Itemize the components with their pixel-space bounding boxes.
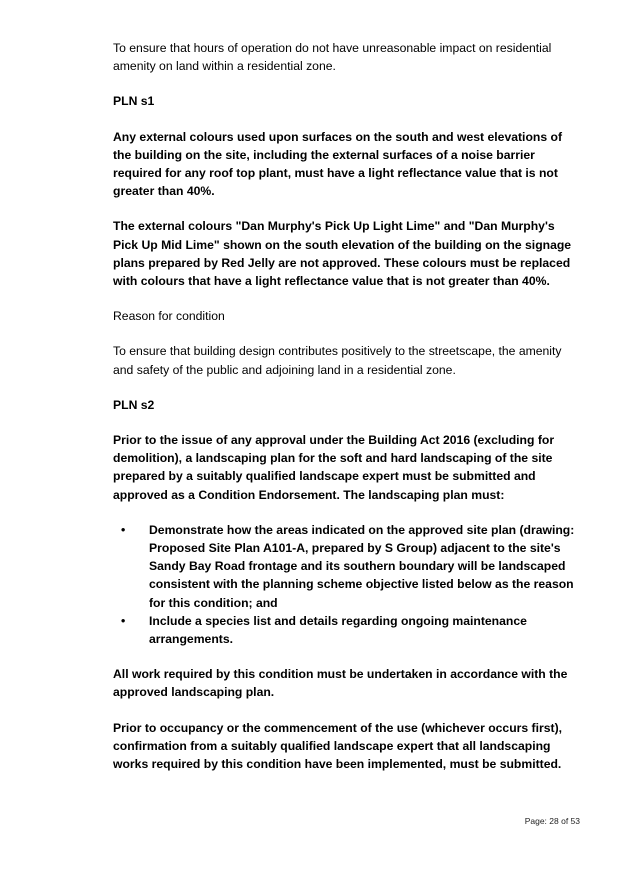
condition-paragraph-occupancy: Prior to occupancy or the commencement of the use (whichever occurs first), confirmation from a suitably qualified landscape expert that all landscaping works required by this condition have been implemented, must be submitted. — [113, 720, 563, 772]
reason-paragraph-design: To ensure that building design contributes positively to the streetscape, the amenity and safety of the public and adjoining land in a residential zone. — [113, 344, 562, 377]
list-item — [113, 521, 583, 612]
bullet-icon: • — [121, 613, 126, 628]
document-body — [113, 39, 583, 773]
condition-heading-pln-s2: PLN s2 — [113, 397, 155, 412]
reason-heading: Reason for condition — [113, 309, 225, 324]
condition-paragraph-colours: Any external colours used upon surfaces on the south and west elevations of the building on the site, including the external surfaces of a noise barrier required for any roof top plant, must have a light reflectance value that is not greater than 40%. — [113, 129, 562, 199]
reason-paragraph-hours: To ensure that hours of operation do not have unreasonable impact on residential amenity on land within a residential zone. — [113, 41, 552, 74]
condition-paragraph-dan-murphys: The external colours "Dan Murphy's Pick Up Light Lime" and "Dan Murphy's Pick Up Mid Lime" shown on the south elevation of the building on the signage plans prepared by Red Jelly are not approved. These colours must be replaced with colours that have a light reflectance value that is not greater than 40%. — [113, 219, 572, 289]
page-number: Page: 28 of 53 — [524, 816, 580, 826]
list-item-text: Demonstrate how the areas indicated on the approved site plan (drawing: Proposed Site Plan A101-A, prepared by S Group) adjacent to the site's Sandy Bay Road frontage and its southern boundary will be landscaped consistent with the planning scheme objective listed below as the reason for this condition; and — [149, 522, 575, 610]
bullet-icon: • — [121, 522, 126, 537]
landscaping-requirements-list — [113, 521, 583, 648]
list-item — [113, 612, 583, 648]
list-item-text: Include a species list and details regarding ongoing maintenance arrangements. — [149, 613, 527, 647]
condition-paragraph-work: All work required by this condition must be undertaken in accordance with the approved landscaping plan. — [113, 667, 568, 700]
condition-heading-pln-s1: PLN s1 — [113, 94, 155, 109]
condition-paragraph-landscaping: Prior to the issue of any approval under the Building Act 2016 (excluding for demolition), a landscaping plan for the soft and hard landscaping of the site prepared by a suitably qualified landscape expert must be submitted and approved as a Condition Endorsement. The landscaping plan must: — [113, 433, 555, 502]
